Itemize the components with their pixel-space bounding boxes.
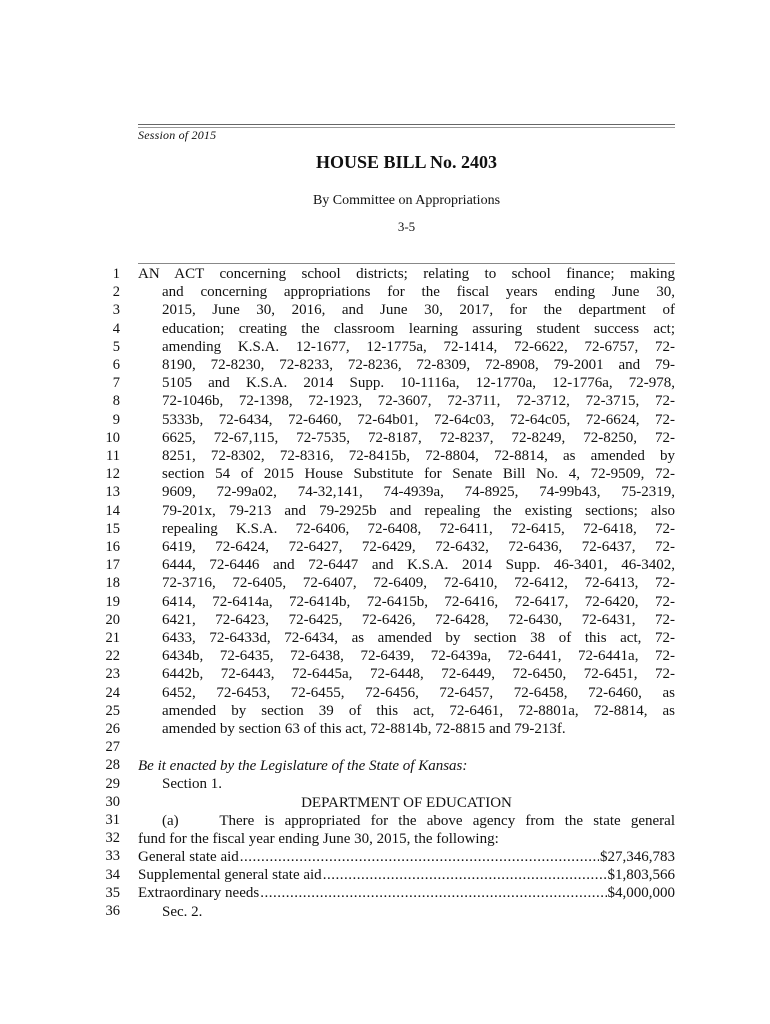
- act-title-line: 5105 and K.S.A. 2014 Supp. 10-1116a, 12-1770a, 12-1776a, 72-978,: [162, 375, 675, 392]
- line-number: 32: [105, 830, 120, 847]
- dot-leader: [323, 866, 607, 884]
- appropriation-amount: $27,346,783: [600, 849, 675, 865]
- paragraph-a-line-1: (a) There is appropriated for the above agency from the state general: [162, 813, 675, 829]
- line-number: 28: [105, 757, 120, 774]
- act-title-line: AN ACT concerning school districts; relating to school finance; making: [138, 266, 675, 282]
- line-number: 8: [112, 393, 120, 410]
- line-number: 7: [112, 375, 120, 392]
- act-title-line: 6414, 72-6414a, 72-6414b, 72-6415b, 72-6416, 72-6417, 72-6420, 72-: [162, 593, 675, 610]
- act-title-line: section 54 of 2015 House Substitute for Senate Bill No. 4, 72-9509, 72-: [162, 466, 675, 483]
- line-number: 33: [105, 848, 120, 865]
- act-title-line: education; creating the classroom learning assuring student success act;: [162, 320, 675, 337]
- line-number: 13: [105, 484, 120, 501]
- act-title-line: 6442b, 72-6443, 72-6445a, 72-6448, 72-6449, 72-6450, 72-6451, 72-: [162, 666, 675, 683]
- act-title-line: 72-1046b, 72-1398, 72-1923, 72-3607, 72-3711, 72-3712, 72-3715, 72-: [162, 393, 675, 410]
- line-number: 17: [105, 557, 120, 574]
- act-title-line: 2015, June 30, 2016, and June 30, 2017, for the department of: [162, 302, 675, 319]
- line-number: 22: [105, 648, 120, 665]
- act-title-line: repealing K.S.A. 72-6406, 72-6408, 72-6411, 72-6415, 72-6418, 72-: [162, 520, 675, 537]
- section-2-label: Sec. 2.: [162, 904, 203, 920]
- act-title-line: 8190, 72-8230, 72-8233, 72-8236, 72-8309, 72-8908, 79-2001 and 79-: [162, 357, 675, 373]
- line-number: 12: [105, 466, 120, 483]
- line-number: 5: [112, 338, 120, 355]
- act-title-line: 6421, 72-6423, 72-6425, 72-6426, 72-6428, 72-6430, 72-6431, 72-: [162, 611, 675, 628]
- act-title-line: 6452, 72-6453, 72-6455, 72-6456, 72-6457, 72-6458, 72-6460, as: [162, 684, 675, 701]
- line-number: 34: [105, 866, 120, 883]
- bill-title: HOUSE BILL No. 2403: [315, 152, 498, 172]
- top-rule: [138, 124, 675, 125]
- act-title-line: and concerning appropriations for the fiscal years ending June 30,: [162, 284, 675, 301]
- appropriation-label: Extraordinary needs: [138, 885, 260, 901]
- line-number: 30: [105, 793, 120, 810]
- line-number: 27: [105, 739, 120, 756]
- act-title-line: 6434b, 72-6435, 72-6438, 72-6439, 72-6439a, 72-6441, 72-6441a, 72-: [162, 648, 675, 665]
- line-number: 1: [112, 266, 120, 282]
- header-divider: [138, 263, 675, 264]
- appropriation-row: [138, 848, 675, 866]
- line-number: 35: [105, 884, 120, 901]
- act-title-line: 5333b, 72-6434, 72-6460, 72-64b01, 72-64c03, 72-64c05, 72-6624, 72-: [162, 411, 675, 428]
- appropriation-label: General state aid: [138, 849, 239, 865]
- act-title-line: 72-3716, 72-6405, 72-6407, 72-6409, 72-6410, 72-6412, 72-6413, 72-: [162, 575, 675, 592]
- line-number: 9: [112, 411, 120, 428]
- act-title-line: 9609, 72-99a02, 74-32,141, 74-4939a, 74-8925, 74-99b43, 75-2319,: [162, 484, 675, 501]
- line-number: 6: [112, 357, 120, 373]
- dot-leader: [240, 848, 599, 866]
- line-number: 4: [112, 320, 120, 337]
- line-number: 31: [105, 812, 120, 828]
- top-rule-secondary: [138, 127, 675, 128]
- line-number: 21: [105, 630, 120, 646]
- line-number: 23: [105, 666, 120, 683]
- act-title-line: 79-201x, 79-213 and 79-2925b and repealing the existing sections; also: [162, 502, 675, 519]
- line-number: 2: [112, 284, 120, 301]
- appropriation-amount: $1,803,566: [607, 867, 675, 883]
- line-number: 14: [105, 502, 120, 519]
- act-title-line: amended by section 39 of this act, 72-6461, 72-8801a, 72-8814, as: [162, 702, 675, 719]
- line-number: 3: [112, 302, 120, 319]
- bill-sponsor: By Committee on Appropriations: [312, 193, 501, 208]
- act-title-line: 6625, 72-67,115, 72-7535, 72-8187, 72-8237, 72-8249, 72-8250, 72-: [162, 429, 675, 446]
- appropriation-label: Supplemental general state aid: [138, 867, 322, 883]
- act-title-line: 6444, 72-6446 and 72-6447 and K.S.A. 2014 Supp. 46-3401, 46-3402,: [162, 557, 675, 574]
- line-number: 26: [105, 721, 120, 737]
- line-number: 29: [105, 775, 120, 792]
- act-title-line: 6433, 72-6433d, 72-6434, as amended by section 38 of this act, 72-: [162, 630, 675, 646]
- line-number: 24: [105, 684, 120, 701]
- line-number: 15: [105, 520, 120, 537]
- dot-leader: [260, 884, 606, 902]
- act-title-line: amending K.S.A. 12-1677, 12-1775a, 72-1414, 72-6622, 72-6757, 72-: [162, 338, 675, 355]
- appropriation-amount: $4,000,000: [607, 885, 675, 901]
- bill-date: 3-5: [397, 219, 416, 234]
- act-title-line: 8251, 72-8302, 72-8316, 72-8415b, 72-8804, 72-8814, as amended by: [162, 448, 675, 464]
- line-number: 16: [105, 539, 120, 555]
- act-title-line: amended by section 63 of this act, 72-8814b, 72-8815 and 79-213f.: [162, 721, 566, 737]
- department-heading: DEPARTMENT OF EDUCATION: [301, 795, 512, 811]
- session-label: Session of 2015: [138, 128, 217, 142]
- line-number: 18: [105, 575, 120, 592]
- appropriation-row: [138, 866, 675, 884]
- line-number: 20: [105, 611, 120, 628]
- enacting-clause: Be it enacted by the Legislature of the State of Kansas:: [138, 758, 468, 774]
- paragraph-a-line-2: fund for the fiscal year ending June 30, 2015, the following:: [138, 831, 499, 847]
- line-number: 10: [105, 429, 120, 446]
- line-number: 11: [106, 448, 120, 464]
- section-1-label: Section 1.: [162, 776, 222, 792]
- line-number: 36: [105, 903, 120, 919]
- line-number: 19: [105, 593, 120, 610]
- act-title-line: 6419, 72-6424, 72-6427, 72-6429, 72-6432, 72-6436, 72-6437, 72-: [162, 539, 675, 555]
- appropriation-row: [138, 884, 675, 902]
- line-number: 25: [105, 702, 120, 719]
